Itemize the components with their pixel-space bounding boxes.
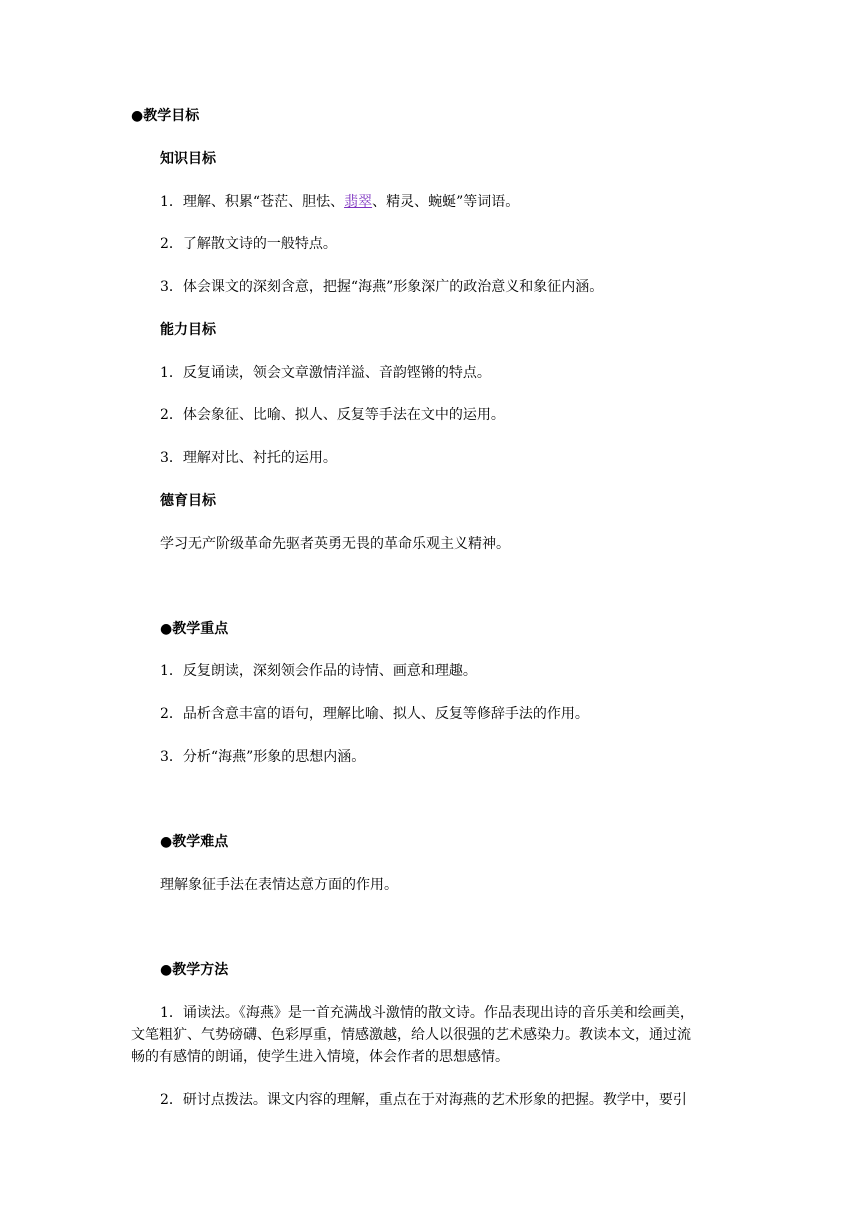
knowledge-item-2: 2．了解散文诗的一般特点。: [160, 236, 337, 252]
key-point-item-3: 3．分析“海燕”形象的思想内涵。: [160, 749, 366, 765]
moral-item-1: 学习无产阶级革命先驱者英勇无畏的革命乐观主义精神。: [160, 536, 510, 552]
method-para-1-line-2: 文笔粗犷、气势磅礴、色彩厚重，情感激越，给人以很强的艺术感染力。教读本文，通过流: [131, 1027, 691, 1043]
difficulty-item-1: 理解象征手法在表情达意方面的作用。: [160, 877, 398, 893]
knowledge-item-1: [160, 192, 519, 212]
key-point-item-2: 2．品析含意丰富的语句，理解比喻、拟人、反复等修辞手法的作用。: [160, 706, 589, 722]
objectives-heading: ●教学目标: [131, 108, 200, 124]
key-point-item-1: 1．反复朗读，深刻领会作品的诗情、画意和理趣。: [160, 663, 477, 679]
method-para-2-line-1: 2．研讨点拨法。课文内容的理解，重点在于对海燕的艺术形象的把握。教学中，要引: [160, 1092, 687, 1108]
methods-heading: ●教学方法: [160, 962, 229, 978]
knowledge-item-1-text-after: 、精灵、蜿蜒”等词语。: [372, 194, 520, 210]
ability-objectives-heading: 能力目标: [160, 322, 216, 338]
vocabulary-link[interactable]: 翡翠: [344, 194, 373, 210]
knowledge-item-3: 3．体会课文的深刻含意，把握“海燕”形象深广的政治意义和象征内涵。: [160, 279, 604, 295]
method-para-1-line-3: 畅的有感情的朗诵，使学生进入情境，体会作者的思想感情。: [131, 1049, 509, 1065]
ability-item-3: 3．理解对比、衬托的运用。: [160, 450, 337, 466]
moral-objectives-heading: 德育目标: [160, 493, 216, 509]
difficulties-heading: ●教学难点: [160, 834, 229, 850]
key-points-heading: ●教学重点: [160, 621, 229, 637]
ability-item-2: 2．体会象征、比喻、拟人、反复等手法在文中的运用。: [160, 407, 505, 423]
knowledge-item-1-text-before: 1．理解、积累“苍茫、胆怯、: [160, 194, 345, 210]
method-para-1-line-1: 1．诵读法。《海燕》是一首充满战斗激情的散文诗。作品表现出诗的音乐美和绘画美，: [160, 1005, 694, 1021]
ability-item-1: 1．反复诵读，领会文章激情洋溢、音韵铿锵的特点。: [160, 365, 491, 381]
knowledge-objectives-heading: 知识目标: [160, 151, 216, 167]
